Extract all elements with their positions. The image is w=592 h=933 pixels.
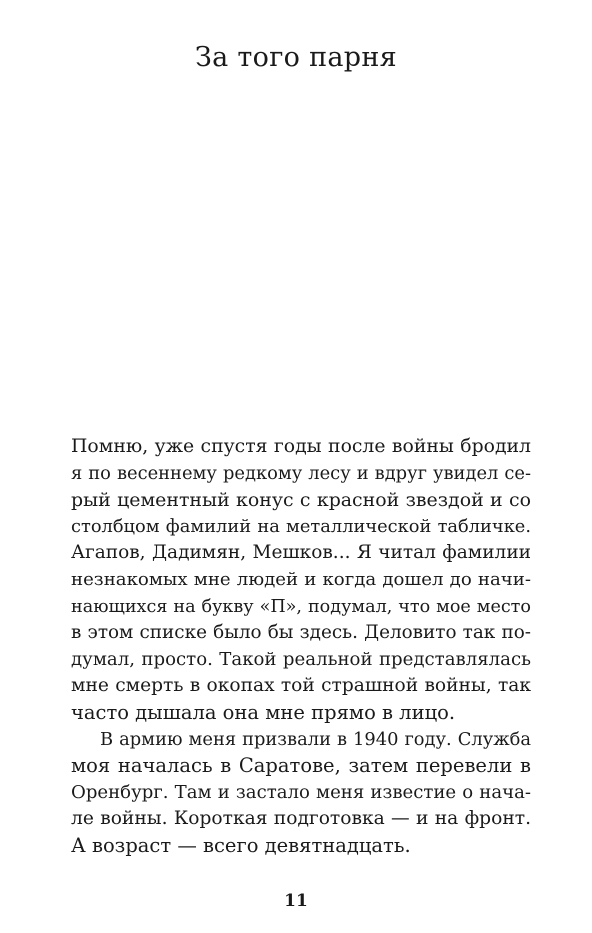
text-line: мне смерть в окопах той страшной войны, так <box>71 675 531 697</box>
text-line: Агапов, Дадимян, Мешков... Я читал фамилии <box>71 542 531 564</box>
text-line: нающихся на букву «П», подумал, что мое место <box>71 596 531 617</box>
body-text <box>71 434 531 860</box>
text-line: часто дышала она мне прямо в лицо. <box>71 700 456 724</box>
text-line: Оренбург. Там и застало меня известие о нача- <box>71 781 531 803</box>
text-line: А возраст — всего девятнадцать. <box>71 833 411 857</box>
text-line: незнакомых мне людей и когда дошел до начи- <box>71 568 531 590</box>
chapter-title: За того парня <box>195 42 397 73</box>
text-line: думал, просто. Такой реальной представлялась <box>71 648 531 670</box>
text-line: моя началась в Саратове, затем перевели в <box>71 754 531 778</box>
text-line: ле войны. Короткая подготовка — и на фронт. <box>71 808 531 830</box>
paragraph-2 <box>71 727 531 860</box>
text-line: я по весеннему редкому лесу и вдруг увидел се- <box>71 462 531 484</box>
text-line: В армию меня призвали в 1940 году. Служба <box>100 728 531 750</box>
text-line: столбцом фамилий на металлической табличке. <box>71 515 531 537</box>
paragraph-1 <box>71 434 531 727</box>
text-line: рый цементный конус с красной звездой и со <box>71 489 531 512</box>
text-line: Помню, уже спустя годы после войны бродил <box>71 436 531 457</box>
text-line: в этом списке было бы здесь. Деловито так по- <box>71 622 531 644</box>
page-number: 11 <box>284 891 308 911</box>
